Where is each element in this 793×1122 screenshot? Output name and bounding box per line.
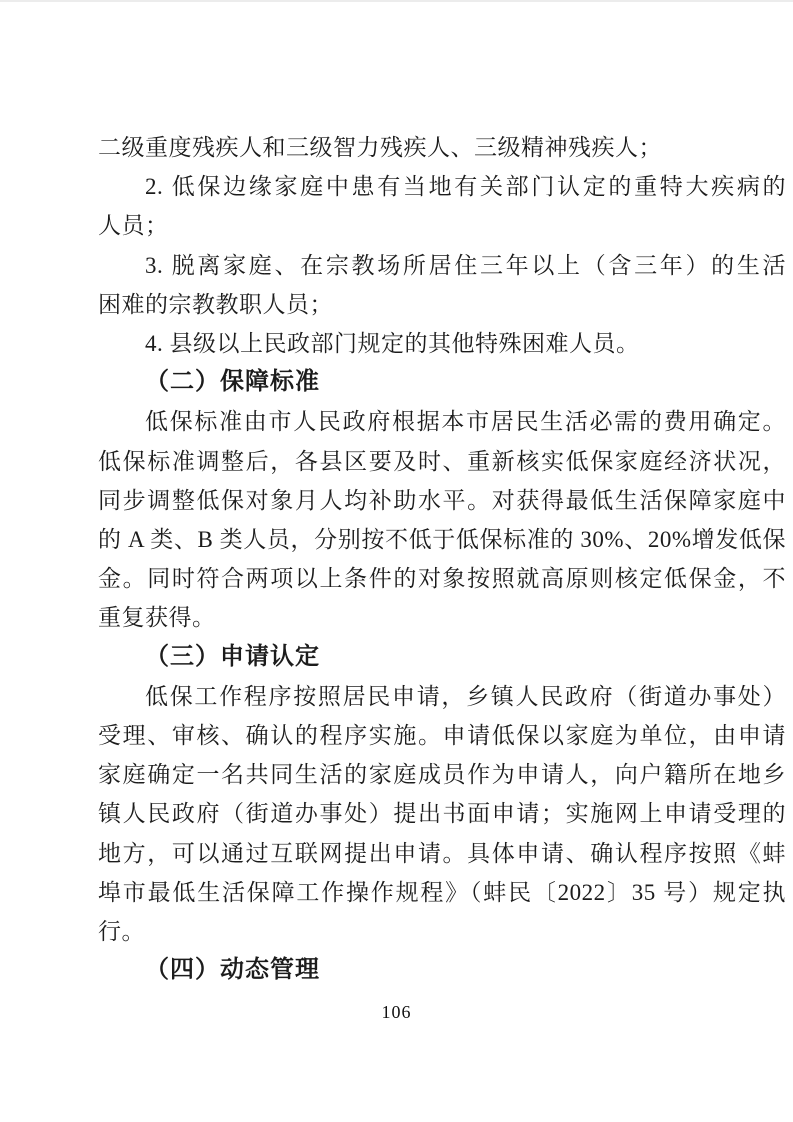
text-line: 家庭确定一名共同生活的家庭成员作为申请人，向户籍所在地乡	[98, 762, 786, 788]
text-line: 的 A 类、B 类人员，分别按不低于低保标准的 30%、20%增发低保	[98, 527, 786, 553]
text-line: 行。	[98, 919, 145, 945]
section-heading: （三）申请认定	[145, 643, 320, 670]
text-line: 镇人民政府（街道办事处）提出书面申请；实施网上申请受理的	[98, 801, 786, 827]
text-line: 低保标准由市人民政府根据本市居民生活必需的费用确定。	[145, 409, 786, 435]
page-top-edge	[0, 0, 793, 2]
page-number: 106	[381, 1002, 412, 1022]
section-heading: （四）动态管理	[145, 957, 320, 984]
text-line: 二级重度残疾人和三级智力残疾人、三级精神残疾人；	[98, 135, 662, 160]
text-line: 人员；	[98, 213, 169, 239]
text-line: 同步调整低保对象月人均补助水平。对获得最低生活保障家庭中	[98, 487, 786, 513]
text-line: 埠市最低生活保障工作操作规程》（蚌民〔2022〕35 号）规定执	[98, 879, 787, 905]
text-line: 重复获得。	[98, 605, 216, 631]
text-line: 金。同时符合两项以上条件的对象按照就高原则核定低保金，不	[98, 566, 786, 592]
text-line: 2. 低保边缘家庭中患有当地有关部门认定的重特大疾病的	[145, 174, 786, 200]
text-line: 受理、审核、确认的程序实施。申请低保以家庭为单位，由申请	[98, 723, 786, 749]
text-line: 低保标准调整后，各县区要及时、重新核实低保家庭经济状况，	[98, 448, 786, 474]
text-line: 困难的宗教教职人员；	[98, 291, 333, 317]
section-heading: （二）保障标准	[145, 369, 320, 396]
text-column	[98, 128, 786, 990]
text-line: 低保工作程序按照居民申请，乡镇人民政府（街道办事处）	[145, 683, 786, 709]
text-line: 4. 县级以上民政部门规定的其他特殊困难人员。	[145, 331, 640, 357]
text-line: 地方，可以通过互联网提出申请。具体申请、确认程序按照《蚌	[98, 840, 786, 866]
text-line: 3. 脱离家庭、在宗教场所居住三年以上（含三年）的生活	[145, 252, 786, 278]
